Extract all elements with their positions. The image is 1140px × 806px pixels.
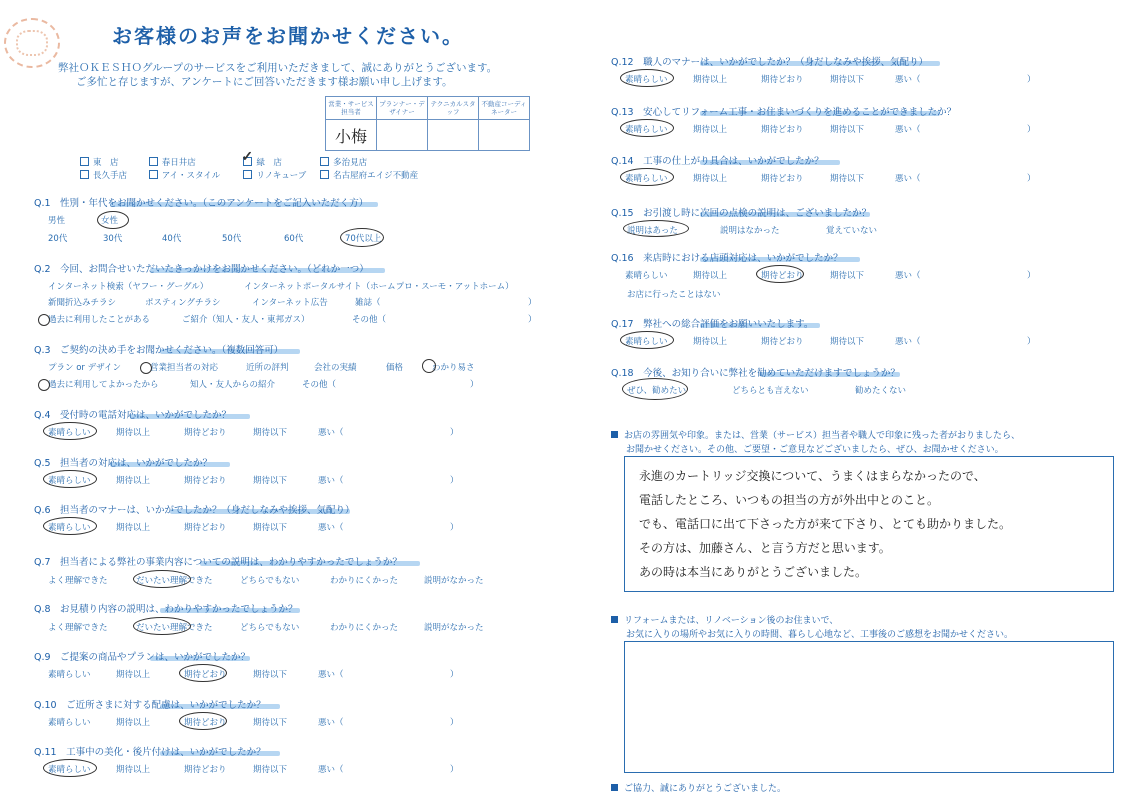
q18-option[interactable]: ぜひ、勧めたい	[627, 386, 687, 396]
store-option[interactable]: アイ・スタイル	[149, 169, 241, 181]
q7-clarity-option[interactable]: よく理解できた	[48, 576, 108, 586]
q4-rating-option: ）	[450, 428, 459, 438]
answer-circle-mark	[623, 220, 689, 237]
q12-rating-option[interactable]: 素晴らしい	[625, 75, 668, 85]
q10-label: Q.10 ご近所さまに対する配慮は、いかがでしたか？	[34, 700, 266, 711]
q17-rating-option[interactable]: 悪い（	[895, 337, 921, 347]
checkbox-icon[interactable]	[149, 157, 158, 166]
comment2-prompt-2: お気に入りの場所やお気に入りの時間、暮らし心地など、工事後のご感想をお聞かせください。	[626, 630, 1014, 640]
answer-circle-mark	[620, 119, 674, 137]
q17-rating-option: ）	[1027, 337, 1036, 347]
paren-close: ）	[528, 298, 537, 308]
q6-rating-option[interactable]: 期待以下	[253, 523, 288, 533]
store-option[interactable]: 長久手店	[80, 169, 146, 181]
q17-rating-option[interactable]: 素晴らしい	[625, 337, 668, 347]
q3-option[interactable]: 営業担当者の対応	[150, 363, 219, 373]
q9-rating-option: ）	[450, 670, 459, 680]
q16-no-visit[interactable]: お店に行ったことはない	[627, 290, 721, 300]
q7-clarity-option[interactable]: 説明がなかった	[424, 576, 484, 586]
comment1-prompt-2: お聞かせください。その他、ご要望・ご意見などございましたら、ぜひ、お聞かせください。	[626, 445, 1004, 455]
q4-rating-option[interactable]: 期待以下	[253, 428, 288, 438]
store-option[interactable]: ✓ 緑 店	[241, 149, 282, 168]
q7-label: Q.7 担当者による弊社の事業内容についての説明は、わかりやすかったでしょうか？	[34, 557, 402, 568]
q13-rating-option[interactable]: 期待以上	[693, 125, 728, 135]
staff-header-realestate: 不動産コーディネーター	[479, 97, 530, 120]
answer-circle-mark	[133, 617, 191, 635]
q13-rating-option[interactable]: 悪い（	[895, 125, 921, 135]
q6-rating-option: ）	[450, 523, 459, 533]
checkbox-icon[interactable]	[149, 170, 158, 179]
q9-rating-option[interactable]: 期待どおり	[184, 670, 227, 680]
q3-option[interactable]: 近所の評判	[246, 363, 289, 373]
q16-rating-option[interactable]: 素晴らしい	[625, 271, 668, 281]
q5-rating-option[interactable]: 期待どおり	[184, 476, 227, 486]
answer-circle-mark	[756, 265, 804, 283]
q2-option[interactable]: 過去に利用したことがある	[48, 315, 151, 325]
q12-label: Q.12 職人のマナーは、いかがでしたか？（身だしなみや挨拶、気配り）	[611, 57, 929, 68]
q1-age-40[interactable]: 40代	[162, 234, 182, 244]
q8-clarity-option[interactable]: どちらでもない	[240, 623, 300, 633]
q10-rating-option[interactable]: 期待以下	[253, 718, 288, 728]
q8-clarity-option[interactable]: わかりにくかった	[330, 623, 399, 633]
q12-rating-option[interactable]: 期待以下	[830, 75, 865, 85]
store-row-2	[80, 169, 418, 181]
paren-close: ）	[470, 380, 479, 390]
q14-rating-option[interactable]: 悪い（	[895, 174, 921, 184]
q1-age-60[interactable]: 60代	[284, 234, 304, 244]
q6-rating-option[interactable]: 悪い（	[318, 523, 344, 533]
q2-option[interactable]: ポスティングチラシ	[145, 298, 221, 308]
q18-option[interactable]: どちらとも言えない	[732, 386, 809, 396]
q15-option[interactable]: 説明はあった	[627, 226, 678, 236]
q2-option[interactable]: 雑誌（	[355, 298, 381, 308]
q17-label: Q.17 弊社への総合評価をお願いいたします。	[611, 319, 814, 330]
store-option[interactable]: リノキューブ	[243, 169, 317, 181]
q1-age-30[interactable]: 30代	[103, 234, 123, 244]
q14-label: Q.14 工事の仕上がり具合は、いかがでしたか？	[611, 156, 824, 167]
q8-clarity-option[interactable]: だいたい理解できた	[136, 623, 213, 633]
handwritten-line: 電話したところ、いつもの担当の方が外出中とのこと。	[639, 493, 940, 507]
q12-rating-option[interactable]: 期待以上	[693, 75, 728, 85]
q3-option[interactable]: 価格	[386, 363, 404, 373]
q9-rating-option[interactable]: 期待以上	[116, 670, 151, 680]
q10-rating-option[interactable]: 期待以上	[116, 718, 151, 728]
q3-option[interactable]: プラン or デザイン	[48, 363, 122, 373]
answer-circle-mark	[43, 759, 97, 777]
staff-value-realestate[interactable]	[479, 120, 530, 151]
q13-rating-option[interactable]: 期待以下	[830, 125, 865, 135]
comment1-textarea[interactable]	[624, 456, 1114, 592]
staff-table	[325, 96, 530, 151]
q2-option[interactable]: 新聞折込みチラシ	[48, 298, 117, 308]
q11-rating-option[interactable]: 素晴らしい	[48, 765, 91, 775]
answer-circle-mark	[422, 359, 436, 373]
q2-option[interactable]: ご紹介（知人・友人・東邦ガス）	[182, 315, 310, 325]
q16-rating-option: ）	[1027, 271, 1036, 281]
page-title: お客様のお声をお聞かせください。	[112, 24, 464, 48]
q8-label: Q.8 お見積り内容の説明は、わかりやすかったでしょうか？	[34, 604, 298, 615]
answer-circle-mark	[38, 379, 50, 391]
q6-rating-option[interactable]: 期待どおり	[184, 523, 227, 533]
q5-rating-option[interactable]: 期待以上	[116, 476, 151, 486]
q10-rating-option[interactable]: 悪い（	[318, 718, 344, 728]
checkbox-icon[interactable]	[320, 157, 329, 166]
q8-clarity-option[interactable]: 説明がなかった	[424, 623, 484, 633]
comment2-textarea[interactable]	[624, 641, 1114, 773]
q3-label: Q.3 ご契約の決め手をお聞かせください。（複数回答可）	[34, 345, 284, 356]
checkbox-icon[interactable]	[80, 170, 89, 179]
q6-rating-option[interactable]: 期待以上	[116, 523, 151, 533]
q11-rating-option: ）	[450, 765, 459, 775]
q17-rating-option[interactable]: 期待以上	[693, 337, 728, 347]
intro-line-1: 弊社ＯＫＥＳＨＯグループのサービスをご利用いただきまして、誠にありがとうございます。	[58, 62, 498, 74]
q5-label: Q.5 担当者の対応は、いかがでしたか？	[34, 458, 213, 469]
q10-rating-option[interactable]: 素晴らしい	[48, 718, 91, 728]
q13-rating-option: ）	[1027, 125, 1036, 135]
answer-circle-mark	[620, 168, 674, 186]
intro-line-2: ご多忙と存じますが、アンケートにご回答いただきます様お願い申し上げます。	[76, 76, 453, 88]
store-option[interactable]: 多治見店	[320, 156, 367, 168]
q16-label: Q.16 来店時における店頭対応は、いかがでしたか？	[611, 253, 843, 264]
comment2-prompt: リフォームまたは、リノベーション後のお住まいで、	[611, 613, 838, 626]
q16-rating-option[interactable]: 期待以上	[693, 271, 728, 281]
q1-gender-male[interactable]: 男性	[48, 216, 66, 226]
q15-option[interactable]: 覚えていない	[826, 226, 878, 236]
q14-rating-option[interactable]: 素晴らしい	[625, 174, 668, 184]
q5-rating-option[interactable]: 素晴らしい	[48, 476, 91, 486]
q4-rating-option[interactable]: 悪い（	[318, 428, 344, 438]
q13-label: Q.13 安心してリフォーム工事・お住まいづくりを進めることができましたか？	[611, 107, 957, 118]
answer-circle-mark	[620, 331, 674, 349]
q12-rating-option: ）	[1027, 75, 1036, 85]
q15-option[interactable]: 説明はなかった	[720, 226, 780, 236]
q1-age-50[interactable]: 50代	[222, 234, 242, 244]
answer-circle-mark	[140, 362, 152, 374]
staff-header-sales: 営業・サービス担当者	[326, 97, 377, 120]
q12-rating-option[interactable]: 悪い（	[895, 75, 921, 85]
check-mark-icon: ✓	[241, 149, 254, 165]
q11-rating-option[interactable]: 期待以上	[116, 765, 151, 775]
q3-option[interactable]: 過去に利用してよかったから	[48, 380, 159, 390]
q6-label: Q.6 担当者のマナーは、いかがでしたか？（身だしなみや挨拶、気配り）	[34, 505, 355, 516]
q1-label: Q.1 性別・年代をお聞かせください。（このアンケートをご記入いただく方）	[34, 198, 369, 209]
store-option[interactable]: 春日井店	[149, 156, 241, 168]
q9-label: Q.9 ご提案の商品やプランは、いかがでしたか？	[34, 652, 251, 663]
q3-option[interactable]: 会社の実績	[314, 363, 357, 373]
checkbox-icon[interactable]	[320, 170, 329, 179]
q7-clarity-option[interactable]: わかりにくかった	[330, 576, 399, 586]
q2-option[interactable]: インターネットポータルサイト（ホームプロ・スーモ・アットホーム）	[244, 282, 514, 292]
q2-option[interactable]: インターネット広告	[252, 298, 328, 308]
footer-thanks: ご協力、誠にありがとうございました。	[611, 781, 786, 794]
paren-close: ）	[528, 315, 537, 325]
checkbox-icon[interactable]	[80, 157, 89, 166]
q7-clarity-option[interactable]: だいたい理解できた	[136, 576, 213, 586]
q3-option[interactable]: その他（	[302, 380, 337, 390]
q16-rating-option[interactable]: 悪い（	[895, 271, 921, 281]
q2-option[interactable]: インターネット検索（ヤフー・グーグル）	[48, 282, 209, 292]
square-bullet-icon	[611, 431, 618, 438]
staff-header-technical: テクニカルスタッフ	[428, 97, 479, 120]
answer-circle-mark	[179, 664, 227, 682]
q18-option[interactable]: 勧めたくない	[855, 386, 907, 396]
q10-rating-option[interactable]: 期待どおり	[184, 718, 227, 728]
q9-rating-option[interactable]: 悪い（	[318, 670, 344, 680]
q16-rating-option[interactable]: 期待以下	[830, 271, 865, 281]
q18-label: Q.18 今後、お知り合いに弊社を勧めていただけますでしょうか？	[611, 368, 900, 379]
q10-rating-option: ）	[450, 718, 459, 728]
q1-age-20[interactable]: 20代	[48, 234, 68, 244]
q14-rating-option: ）	[1027, 174, 1036, 184]
store-row-1	[80, 149, 368, 168]
q17-rating-option[interactable]: 期待どおり	[761, 337, 804, 347]
answer-circle-mark	[43, 422, 97, 440]
handwritten-line: 永進のカートリッジ交換について、うまくはまらなかったので、	[639, 469, 986, 483]
handwritten-line: その方は、加藤さん、と言う方だと思います。	[639, 541, 891, 555]
q6-rating-option[interactable]: 素晴らしい	[48, 523, 91, 533]
q9-rating-option[interactable]: 素晴らしい	[48, 670, 91, 680]
comment1-prompt: お店の雰囲気や印象。または、営業（サービス）担当者や職人で印象に残った者がおりましたら、	[611, 428, 1020, 441]
q12-rating-option[interactable]: 期待どおり	[761, 75, 804, 85]
q1-gender-female[interactable]: 女性	[101, 216, 119, 226]
q14-rating-option[interactable]: 期待以上	[693, 174, 728, 184]
q5-rating-option[interactable]: 期待以下	[253, 476, 288, 486]
answer-circle-mark	[620, 69, 674, 87]
q3-option[interactable]: 知人・友人からの紹介	[190, 380, 276, 390]
q15-label: Q.15 お引渡し時に次回の点検の説明は、ございましたか？	[611, 208, 872, 219]
answer-circle-mark	[97, 211, 129, 229]
q11-label: Q.11 工事中の美化・後片付けは、いかがでしたか？	[34, 747, 266, 758]
handwritten-line: あの時は本当にありがとうございました。	[639, 565, 868, 579]
answer-circle-mark	[38, 314, 50, 326]
square-bullet-icon	[611, 784, 618, 791]
stamp-seal-icon	[4, 18, 60, 68]
q2-label: Q.2 今回、お問合せいただいたきっかけをお聞かせください。（どれか一つ）	[34, 264, 369, 275]
q17-rating-option[interactable]: 期待以下	[830, 337, 865, 347]
store-option[interactable]: 名古屋府エイジ不動産	[320, 169, 418, 181]
q4-rating-option[interactable]: 素晴らしい	[48, 428, 91, 438]
q11-rating-option[interactable]: 悪い（	[318, 765, 344, 775]
answer-circle-mark	[340, 228, 384, 247]
answer-circle-mark	[43, 517, 97, 535]
q1-age-70[interactable]: 70代以上	[345, 234, 382, 244]
q11-rating-option[interactable]: 期待以下	[253, 765, 288, 775]
q14-rating-option[interactable]: 期待以下	[830, 174, 865, 184]
answer-circle-mark	[43, 470, 97, 488]
checkbox-icon[interactable]	[243, 170, 252, 179]
q3-option[interactable]: わかり易さ	[432, 363, 475, 373]
q13-rating-option[interactable]: 素晴らしい	[625, 125, 668, 135]
q5-rating-option[interactable]: 悪い（	[318, 476, 344, 486]
staff-value-sales[interactable]: 小梅	[326, 120, 377, 151]
q4-label: Q.4 受付時の電話対応は、いかがでしたか？	[34, 410, 232, 421]
q16-rating-option[interactable]: 期待どおり	[761, 271, 804, 281]
q4-rating-option[interactable]: 期待以上	[116, 428, 151, 438]
staff-value-planner[interactable]	[377, 120, 428, 151]
store-option[interactable]: 東 店	[80, 156, 146, 168]
q5-rating-option: ）	[450, 476, 459, 486]
handwritten-line: でも、電話口に出て下さった方が来て下さり、とても助かりました。	[639, 517, 1012, 531]
q2-option[interactable]: その他（	[352, 315, 387, 325]
q14-rating-option[interactable]: 期待どおり	[761, 174, 804, 184]
q4-rating-option[interactable]: 期待どおり	[184, 428, 227, 438]
staff-value-technical[interactable]	[428, 120, 479, 151]
answer-circle-mark	[179, 712, 227, 730]
staff-header-planner: プランナー・デザイナー	[377, 97, 428, 120]
q7-clarity-option[interactable]: どちらでもない	[240, 576, 300, 586]
answer-circle-mark	[622, 378, 688, 400]
q11-rating-option[interactable]: 期待どおり	[184, 765, 227, 775]
q13-rating-option[interactable]: 期待どおり	[761, 125, 804, 135]
q8-clarity-option[interactable]: よく理解できた	[48, 623, 108, 633]
square-bullet-icon	[611, 616, 618, 623]
q9-rating-option[interactable]: 期待以下	[253, 670, 288, 680]
answer-circle-mark	[133, 570, 191, 588]
